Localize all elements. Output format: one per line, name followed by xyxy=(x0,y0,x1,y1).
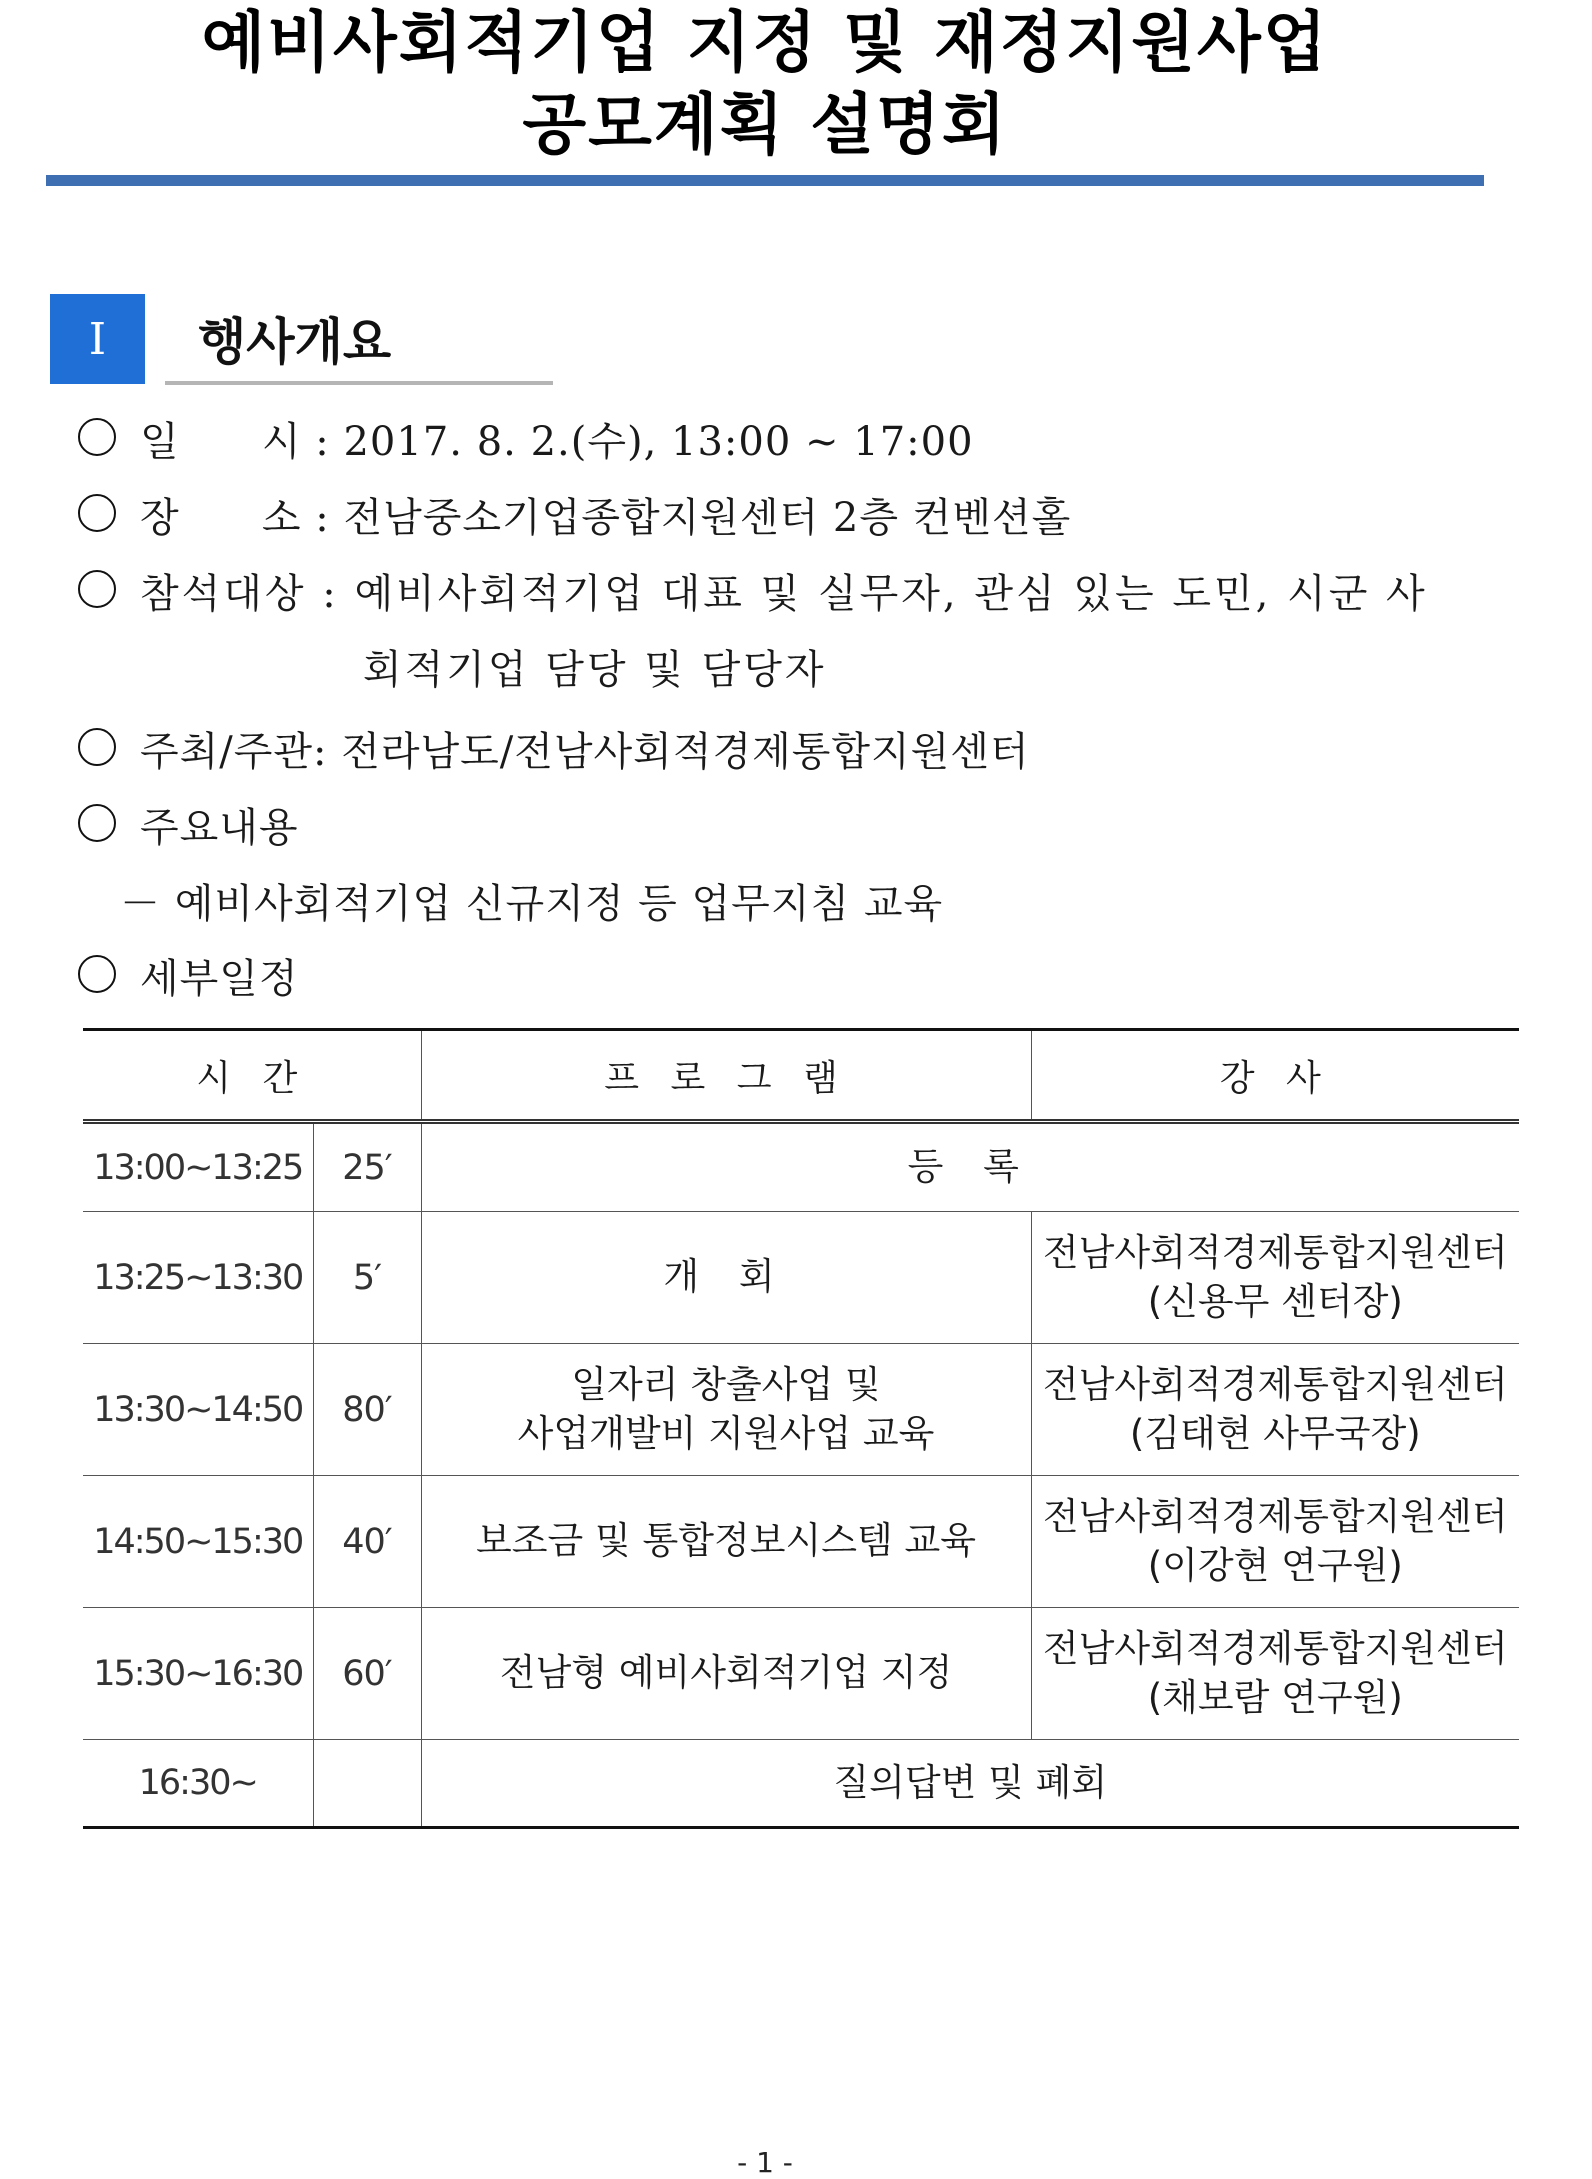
table-row xyxy=(83,1476,1519,1608)
header-time: 시 간 xyxy=(83,1030,421,1122)
row-program: 보조금 및 통합정보시스템 교육 xyxy=(421,1476,1031,1608)
page-number: - 1 - xyxy=(737,2146,793,2179)
row-speaker xyxy=(1031,1608,1519,1740)
speaker-org: 전남사회적경제통합지원센터 xyxy=(1042,1494,1508,1538)
circle-bullet-icon xyxy=(78,804,116,842)
speaker-name: (채보람 연구원) xyxy=(1147,1675,1403,1719)
row-time: 13:00~13:25 xyxy=(83,1122,313,1212)
overview-venue: 장 소 : 전남중소기업종합지원센터 2층 컨벤션홀 xyxy=(140,495,1072,541)
document-title-line2: 공모계획 설명회 xyxy=(522,86,1008,163)
circle-bullet-icon xyxy=(78,494,116,532)
row-speaker xyxy=(1031,1212,1519,1344)
circle-bullet-icon xyxy=(78,728,116,766)
table-row xyxy=(83,1344,1519,1476)
header-speaker: 강 사 xyxy=(1031,1030,1519,1122)
overview-main-content-item: － 예비사회적기업 신규지정 등 업무지침 교육 xyxy=(120,881,944,927)
table-row xyxy=(83,1212,1519,1344)
row-duration: 25′ xyxy=(313,1122,421,1212)
program-line: 사업개발비 지원사업 교육 xyxy=(517,1411,935,1455)
row-time: 13:30~14:50 xyxy=(83,1344,313,1476)
overview-schedule-label: 세부일정 xyxy=(140,956,299,1002)
header-program: 프 로 그 램 xyxy=(421,1030,1031,1122)
row-speaker xyxy=(1031,1476,1519,1608)
row-speaker xyxy=(1031,1344,1519,1476)
row-duration: 5′ xyxy=(313,1212,421,1344)
row-duration: 60′ xyxy=(313,1608,421,1740)
row-time: 15:30~16:30 xyxy=(83,1608,313,1740)
overview-main-content-label: 주요내용 xyxy=(140,805,299,851)
schedule-table xyxy=(83,1028,1519,1829)
speaker-name: (신용무 센터장) xyxy=(1147,1279,1403,1323)
row-program: 전남형 예비사회적기업 지정 xyxy=(421,1608,1031,1740)
table-row xyxy=(83,1608,1519,1740)
row-program xyxy=(421,1344,1031,1476)
row-duration: 80′ xyxy=(313,1344,421,1476)
section-title: 행사개요 xyxy=(198,313,392,371)
document-title-line1: 예비사회적기업 지정 및 재정지원사업 xyxy=(201,4,1329,81)
row-program: 질의답변 및 폐회 xyxy=(421,1740,1519,1828)
speaker-org: 전남사회적경제통합지원센터 xyxy=(1042,1626,1508,1670)
section-underline xyxy=(165,381,553,385)
table-header-row xyxy=(83,1030,1519,1122)
row-duration xyxy=(313,1740,421,1828)
circle-bullet-icon xyxy=(78,955,116,993)
title-divider xyxy=(46,175,1484,186)
section-number-badge: I xyxy=(50,294,145,384)
row-program: 등 록 xyxy=(421,1122,1519,1212)
row-time: 16:30~ xyxy=(83,1740,313,1828)
overview-attendees: 참석대상 : 예비사회적기업 대표 및 실무자, 관심 있는 도민, 시군 사 xyxy=(140,571,1428,617)
row-time: 14:50~15:30 xyxy=(83,1476,313,1608)
circle-bullet-icon xyxy=(78,418,116,456)
table-row xyxy=(83,1122,1519,1212)
speaker-name: (김태현 사무국장) xyxy=(1129,1411,1421,1455)
table-row xyxy=(83,1740,1519,1828)
row-time: 13:25~13:30 xyxy=(83,1212,313,1344)
speaker-org: 전남사회적경제통합지원센터 xyxy=(1042,1362,1508,1406)
program-line: 일자리 창출사업 및 xyxy=(571,1363,881,1407)
overview-date: 일 시 : 2017. 8. 2.(수), 13:00 ~ 17:00 xyxy=(140,419,974,465)
overview-attendees-cont: 회적기업 담당 및 담당자 xyxy=(363,647,827,693)
overview-host: 주최/주관: 전라남도/전남사회적경제통합지원센터 xyxy=(140,729,1030,775)
row-program: 개 회 xyxy=(421,1212,1031,1344)
speaker-name: (이강현 연구원) xyxy=(1147,1543,1403,1587)
circle-bullet-icon xyxy=(78,570,116,608)
row-duration: 40′ xyxy=(313,1476,421,1608)
speaker-org: 전남사회적경제통합지원센터 xyxy=(1042,1230,1508,1274)
